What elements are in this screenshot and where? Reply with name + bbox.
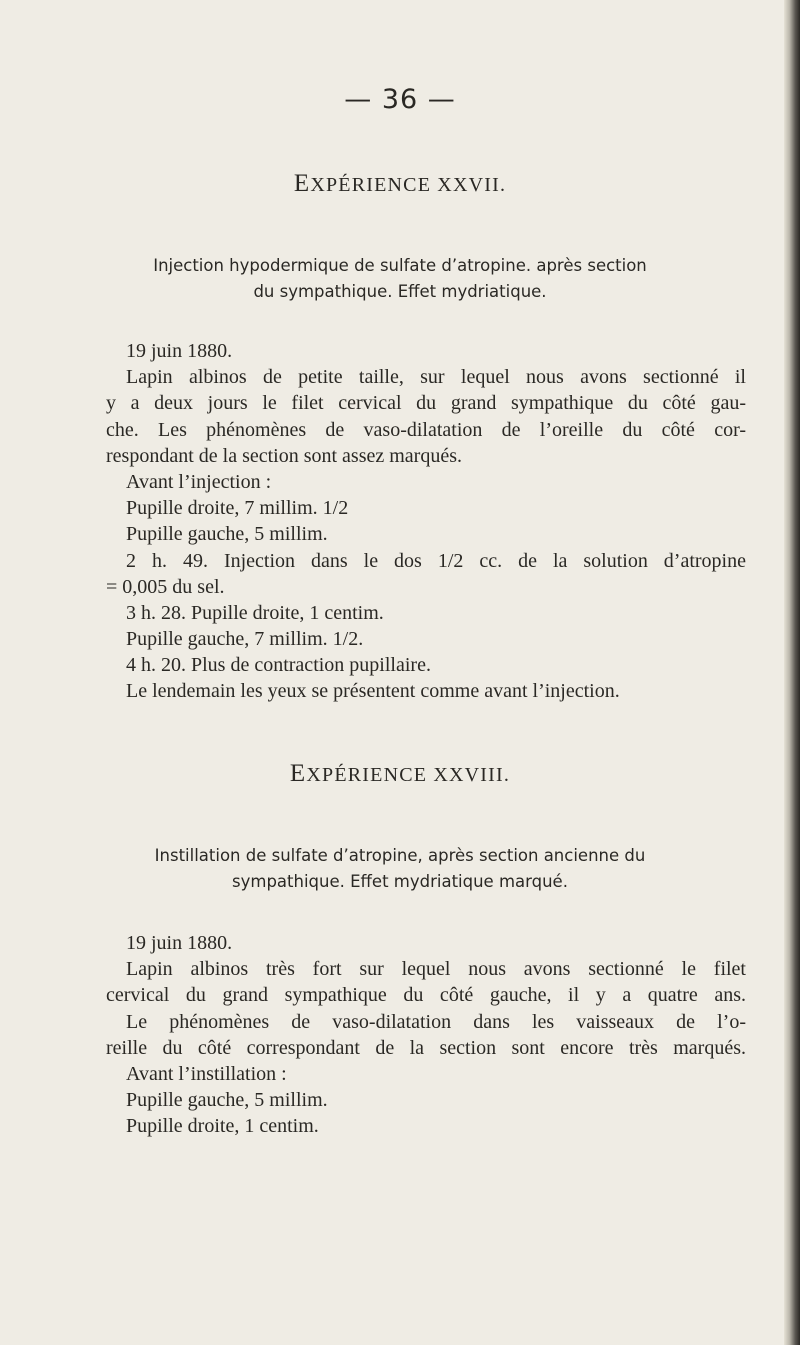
subtitle-line: du sympathique. Effet mydriatique. [253, 282, 547, 301]
body-line: Pupille gauche, 5 millim. [126, 523, 328, 546]
body-line-date: 19 juin 1880. [126, 932, 233, 954]
body-line: 2 h. 49. Injection dans le dos 1/2 cc. de la solution d’atropine [126, 549, 746, 572]
body-line: Pupille gauche, 7 millim. 1/2. [126, 628, 364, 651]
experience-27-body [106, 338, 746, 705]
experience-27-title [0, 170, 800, 198]
experience-28-subtitle [0, 843, 800, 895]
body-line: Le lendemain les yeux se présentent comme avant l’injection. [126, 680, 620, 703]
body-line-date: 19 juin 1880. [126, 340, 233, 362]
body-line: = 0,005 du sel. [106, 575, 225, 598]
body-line: respondant de la section sont assez marqués. [106, 444, 463, 467]
body-line: Avant l’instillation : [126, 1062, 287, 1085]
body-line: Lapin albinos très fort sur lequel nous avons sectionné le filet [126, 958, 746, 981]
body-line: Le phénomènes de vaso-dilatation dans les vaisseaux de l’o- [126, 1010, 746, 1033]
body-line: 4 h. 20. Plus de contraction pupillaire. [126, 654, 431, 677]
experience-28-title-initial: E [289, 760, 307, 787]
subtitle-line: Injection hypodermique de sulfate d’atropine. après section [153, 256, 647, 275]
experience-27-title-initial: E [293, 170, 311, 197]
subtitle-line: sympathique. Effet mydriatique marqué. [232, 872, 568, 891]
body-line: Avant l’injection : [126, 470, 272, 493]
body-line: Pupille droite, 1 centim. [126, 1115, 319, 1138]
body-line: cervical du grand sympathique du côté gauche, il y a quatre ans. [106, 984, 746, 1007]
body-line: y a deux jours le filet cervical du grand sympathique du côté gau- [106, 392, 746, 415]
experience-27-subtitle [0, 253, 800, 305]
body-line: Pupille droite, 7 millim. 1/2 [126, 497, 349, 520]
page-edge-shadow [784, 0, 800, 1345]
experience-28-title [0, 760, 800, 788]
experience-28-body [106, 930, 746, 1140]
experience-27-title-rest: XPÉRIENCE XXVII. [310, 174, 507, 196]
body-line: 3 h. 28. Pupille droite, 1 centim. [126, 601, 384, 624]
body-line: Lapin albinos de petite taille, sur lequel nous avons sectionné il [126, 366, 746, 389]
experience-28-title-rest: XPÉRIENCE XXVIII. [306, 764, 511, 786]
body-line: che. Les phénomènes de vaso-dilatation de l’oreille du côté cor- [106, 418, 746, 441]
page-number: — 36 — [344, 84, 456, 115]
subtitle-line: Instillation de sulfate d’atropine, après section ancienne du [154, 846, 646, 865]
body-line: reille du côté correspondant de la section sont encore très marqués. [106, 1036, 746, 1059]
body-line: Pupille gauche, 5 millim. [126, 1089, 328, 1112]
